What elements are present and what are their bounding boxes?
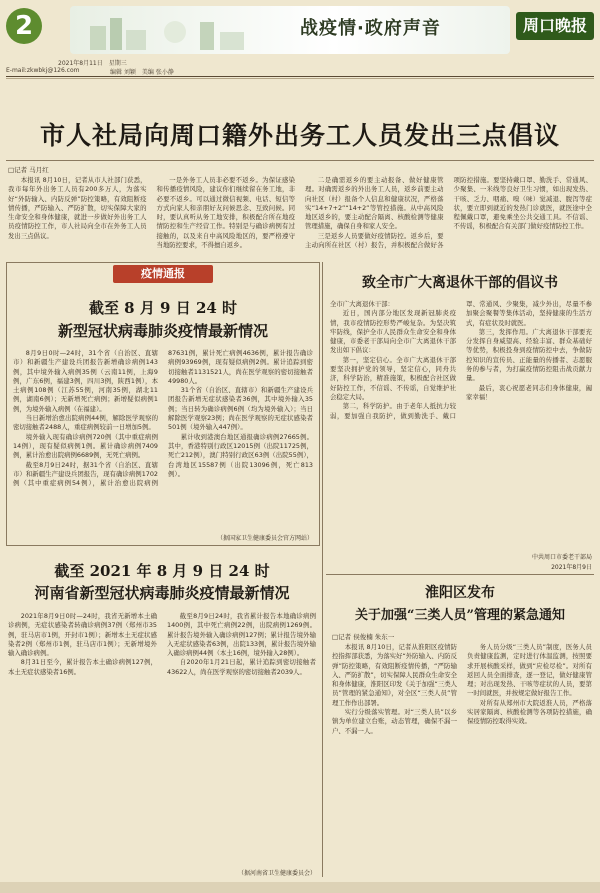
letter-paragraph: 近日，国内部分地区发现新冠肺炎疫情，我市疫情防控形势严峻复杂。为坚决筑牢防线，保护全市人民群众生命安全和身体健康，市委老干部局向全市广大离退休干部发出如下倡议： bbox=[330, 309, 456, 355]
lead-paragraph: 二是确需返乡的要主动报备、做好健康管理。对确需返乡的外出务工人员，返乡前要主动向社区（村）报备个人信息和健康状况，严格落实“14+7+2”“14+2”等管控措施。从中高风险地区返乡的，要主动配合隔离、核酸检测等健康管理措施，确保自身和家人安全。 bbox=[305, 176, 444, 231]
henan-heading-line1: 截至 2021 年 8 月 9 日 24 时 bbox=[54, 562, 270, 580]
bulletin-box bbox=[6, 262, 320, 546]
letter-body bbox=[330, 300, 592, 550]
editor-email: E-mail:zkwbkj@126.com bbox=[6, 67, 80, 74]
bulletin-heading-line1: 截至 8 月 9 日 24 时 bbox=[88, 299, 238, 317]
henan-paragraph: 自2020年1月21日起，累计追踪到密切接触者43622人，尚在医学观察的密切接触者2039人。 bbox=[167, 658, 316, 676]
lead-byline: □记者 马月红 bbox=[8, 166, 49, 174]
letter-paragraph: 最后，衷心祝愿老同志们身体健康，阖家幸福！ bbox=[466, 383, 592, 401]
letter-signature: 中共周口市委老干部局 bbox=[531, 554, 592, 561]
bulletin-tag: 疫情通报 bbox=[113, 265, 213, 283]
letter-paragraph: 第一，坚定信心。全市广大离退休干部要坚决拥护党的领导，坚定信心，同舟共济，科学防治，精准施策，积极配合社区做好防控工作，不信谣、不传谣，自觉维护社会稳定大局。 bbox=[330, 355, 456, 401]
section-banner-title: 战疫情·政府声音 bbox=[300, 18, 441, 39]
headline-rule bbox=[6, 160, 594, 161]
header-rule-thin bbox=[6, 78, 594, 79]
huaiyang-body bbox=[332, 643, 592, 877]
bulletin-paragraph: 累计收到港澳台地区通报确诊病例27665例。其中，香港特别行政区12015例（出院11725例，死亡212例），澳门特别行政区63例（出院55例），台湾地区15587例（出院13096例，死亡813例）。 bbox=[168, 432, 313, 478]
bulletin-paragraph: 31个省（自治区、直辖市）和新疆生产建设兵团报告新增无症状感染者36例，其中境外输入35例；当日转为确诊病例6例（均为境外输入）；当日解除医学观察23例；尚在医学观察的无症状感染者501例（境外输入447例）。 bbox=[168, 386, 313, 432]
bulletin-paragraph: 当日新增治愈出院病例44例，解除医学观察的密切接触者2488人，重症病例较前一日增加5例。 bbox=[13, 414, 158, 432]
henan-paragraph: 2021年8月9日0时—24时，我省无新增本土确诊病例，无症状感染者转确诊病例37例（郑州市35例，驻马店市1例，开封市1例）；新增本土无症状感染者2例（郑州市1例，驻马店市1例）；无新增境外输入确诊病例。 bbox=[8, 612, 157, 658]
column-divider bbox=[322, 262, 323, 877]
henan-heading-line2: 河南省新型冠状病毒肺炎疫情最新情况 bbox=[34, 584, 290, 602]
section-rule bbox=[326, 574, 594, 575]
letter-paragraph: 第二，科学防护。由于老年人抵抗力较弱，要加强自我防护，做到勤洗手、戴口罩、常通风、少聚集，减少外出，尽量不参加聚会聚餐等集体活动，坚持健康的生活方式，有症状及时就医。 bbox=[330, 300, 592, 420]
letter-paragraph: 第三，发挥作用。广大离退休干部要充分发挥自身威望高、经验丰富、群众基础好等优势，积极投身到疫情防控中去，争做防控知识的宣传员、正能量的传播者、志愿服务的参与者，为打赢疫情防控阻击战贡献力量。 bbox=[466, 327, 592, 383]
huaiyang-paragraph: 对所有从郑州市大院返淮人员，严格落实居家隔离、核酸检测等各项防控措施，确保疫情防控取得实效。 bbox=[467, 698, 592, 726]
huaiyang-paragraph: 本报讯 8月10日，记者从淮阳区疫情防控指挥部获悉，为落实好“外防输入、内防反弹”防控策略，有效阻断疫情传播，“严防输入、严防扩散”，切实保障人民群众生命安全和身体健康，淮阳区印发《关于加强“三类人员”管理的紧急通知》，对全区“三类人员”管理工作作出部署。 bbox=[332, 643, 457, 707]
lead-headline: 市人社局向周口籍外出务工人员发出三点倡议 bbox=[39, 121, 560, 150]
bulletin-paragraph: 8月9日0时—24时，31个省（自治区、直辖市）和新疆生产建设兵团报告新增确诊病例143例，其中境外输入病例35例（云南11例，上海9例，广东6例，福建3例，四川3例，陕西1例），本土病例108例（江苏55例，河南35例，湖北11例，湖南6例）；无新增死亡病例；新增疑似病例1例，为境外输入病例（在福建）。 bbox=[13, 349, 158, 413]
huaiyang-paragraph: 务人员分级“三类人员”制度，医务人员负责健康监测，定时进行体温监测，按照要求开展核酸采样，做到“应检尽检”。对所有返回人员全面排查，逐一登记，做好健康管理；对出现发热、干咳等症状的人员，要第一时间就医，并按规定做好报告工作。 bbox=[467, 643, 592, 698]
page-number-badge: 2 bbox=[6, 8, 42, 44]
issue-date: 2021年8月11日 星期三 bbox=[58, 60, 127, 67]
skyline-illustration-icon bbox=[80, 12, 280, 50]
henan-credit: （据河南省卫生健康委员会） bbox=[237, 870, 316, 877]
newspaper-logo: 周口晚报 bbox=[516, 12, 594, 40]
henan-paragraph: 8月31日至今，累计报告本土确诊病例127例，本土无症状感染者16例。 bbox=[8, 658, 157, 676]
huaiyang-heading-line1: 淮阳区发布 bbox=[425, 585, 495, 601]
lead-paragraph: 一是外务工人员非必要不返乡。为保证感染和传播疫情风险，建议你们继续留在务工地，非必要不返乡。可以通过微信视频、电话、短信等方式向家人和亲朋好友问候思念、互致问候。同时，要认真听从务工地安排，积极配合所在地疫情防控和生产经营工作。特别是与确诊病例有过接触的，以及来自中高风险地区的，要严格遵守当地防控要求，不得擅自返乡。 bbox=[156, 176, 295, 250]
bulletin-credit: （据国家卫生健康委员会官方网站） bbox=[216, 535, 313, 542]
header-rule bbox=[6, 76, 594, 77]
huaiyang-byline: □记者 侯俊楠 朱东一 bbox=[332, 633, 395, 641]
banner-city-skyline bbox=[80, 12, 280, 50]
editor-credits: 编辑 刘颖 美编 张小静 bbox=[110, 69, 174, 76]
bulletin-body bbox=[13, 349, 313, 533]
letter-heading: 致全市广大离退休干部的倡议书 bbox=[362, 275, 558, 291]
letter-greeting: 全市广大离退休干部： bbox=[330, 300, 394, 308]
bulletin-heading-line2: 新型冠状病毒肺炎疫情最新情况 bbox=[57, 322, 268, 340]
huaiyang-paragraph: 实行分级落实管理。对“三类人员”以乡镇为单位建立台账，动态管理，确保不漏一户、不漏一人。 bbox=[332, 708, 457, 735]
letter-date: 2021年8月9日 bbox=[551, 564, 592, 571]
lead-article-body bbox=[8, 176, 592, 260]
henan-paragraph: 截至8月9日24时，我省累计报告本地确诊病例1400例，其中死亡病例22例，出院病例1269例。累计报告境外输入确诊病例127例；累计报告境外输入无症状感染者63例，出院133例，累计报告境外输入确诊病例44例（本土16例，境外输入28例）。 bbox=[167, 612, 316, 658]
huaiyang-heading-line2: 关于加强“三类人员”管理的紧急通知 bbox=[355, 608, 565, 623]
page-footer-band bbox=[0, 882, 600, 893]
lead-paragraph: 三是返乡人员要做好疫情防控。返乡后，要主动向所在社区（村）报告，并积极配合做好各项防控措施。要坚持戴口罩、勤洗手、常通风、少聚集、一米线等良好卫生习惯，如出现发热、干咳、乏力、咽痛、嗅（味）觉减退、腹泻等症状，要立即到就近的发热门诊就医，就医途中全程佩戴口罩，避免乘坐公共交通工具。不信谣、不传谣，积极配合有关部门做好疫情防控工作。 bbox=[305, 176, 592, 250]
bulletin-paragraph: 境外输入现有确诊病例720例（其中重症病例14例），现有疑似病例1例。累计确诊病例7409例，累计治愈出院病例6689例，无死亡病例。 bbox=[13, 432, 158, 460]
bulletin-paragraph: 截至8月9日24时，据31个省（自治区、直辖市）和新疆生产建设兵团报告，现有确诊病例1702例（其中重症病例54例），累计治愈出院病例87631例，累计死亡病例4636例，累计报告确诊病例93969例，现有疑似病例2例。累计追踪到密切接触者1131521人，尚在医学观察的密切接触者49980人。 bbox=[13, 349, 313, 488]
henan-body bbox=[8, 612, 316, 866]
lead-paragraph: 本报讯 8月10日，记者从市人社部门获悉，我市每年外出务工人员有200多万人，为落实好“外防输入、内防反弹”防控策略，有效阻断疫情传播，严防输入、严防扩散，切实保障大家的生命安全和身体健康，就进一步做好外出务工人员疫情防控工作，市人社局向全市在外务工人员发出三点倡议。 bbox=[8, 176, 147, 240]
